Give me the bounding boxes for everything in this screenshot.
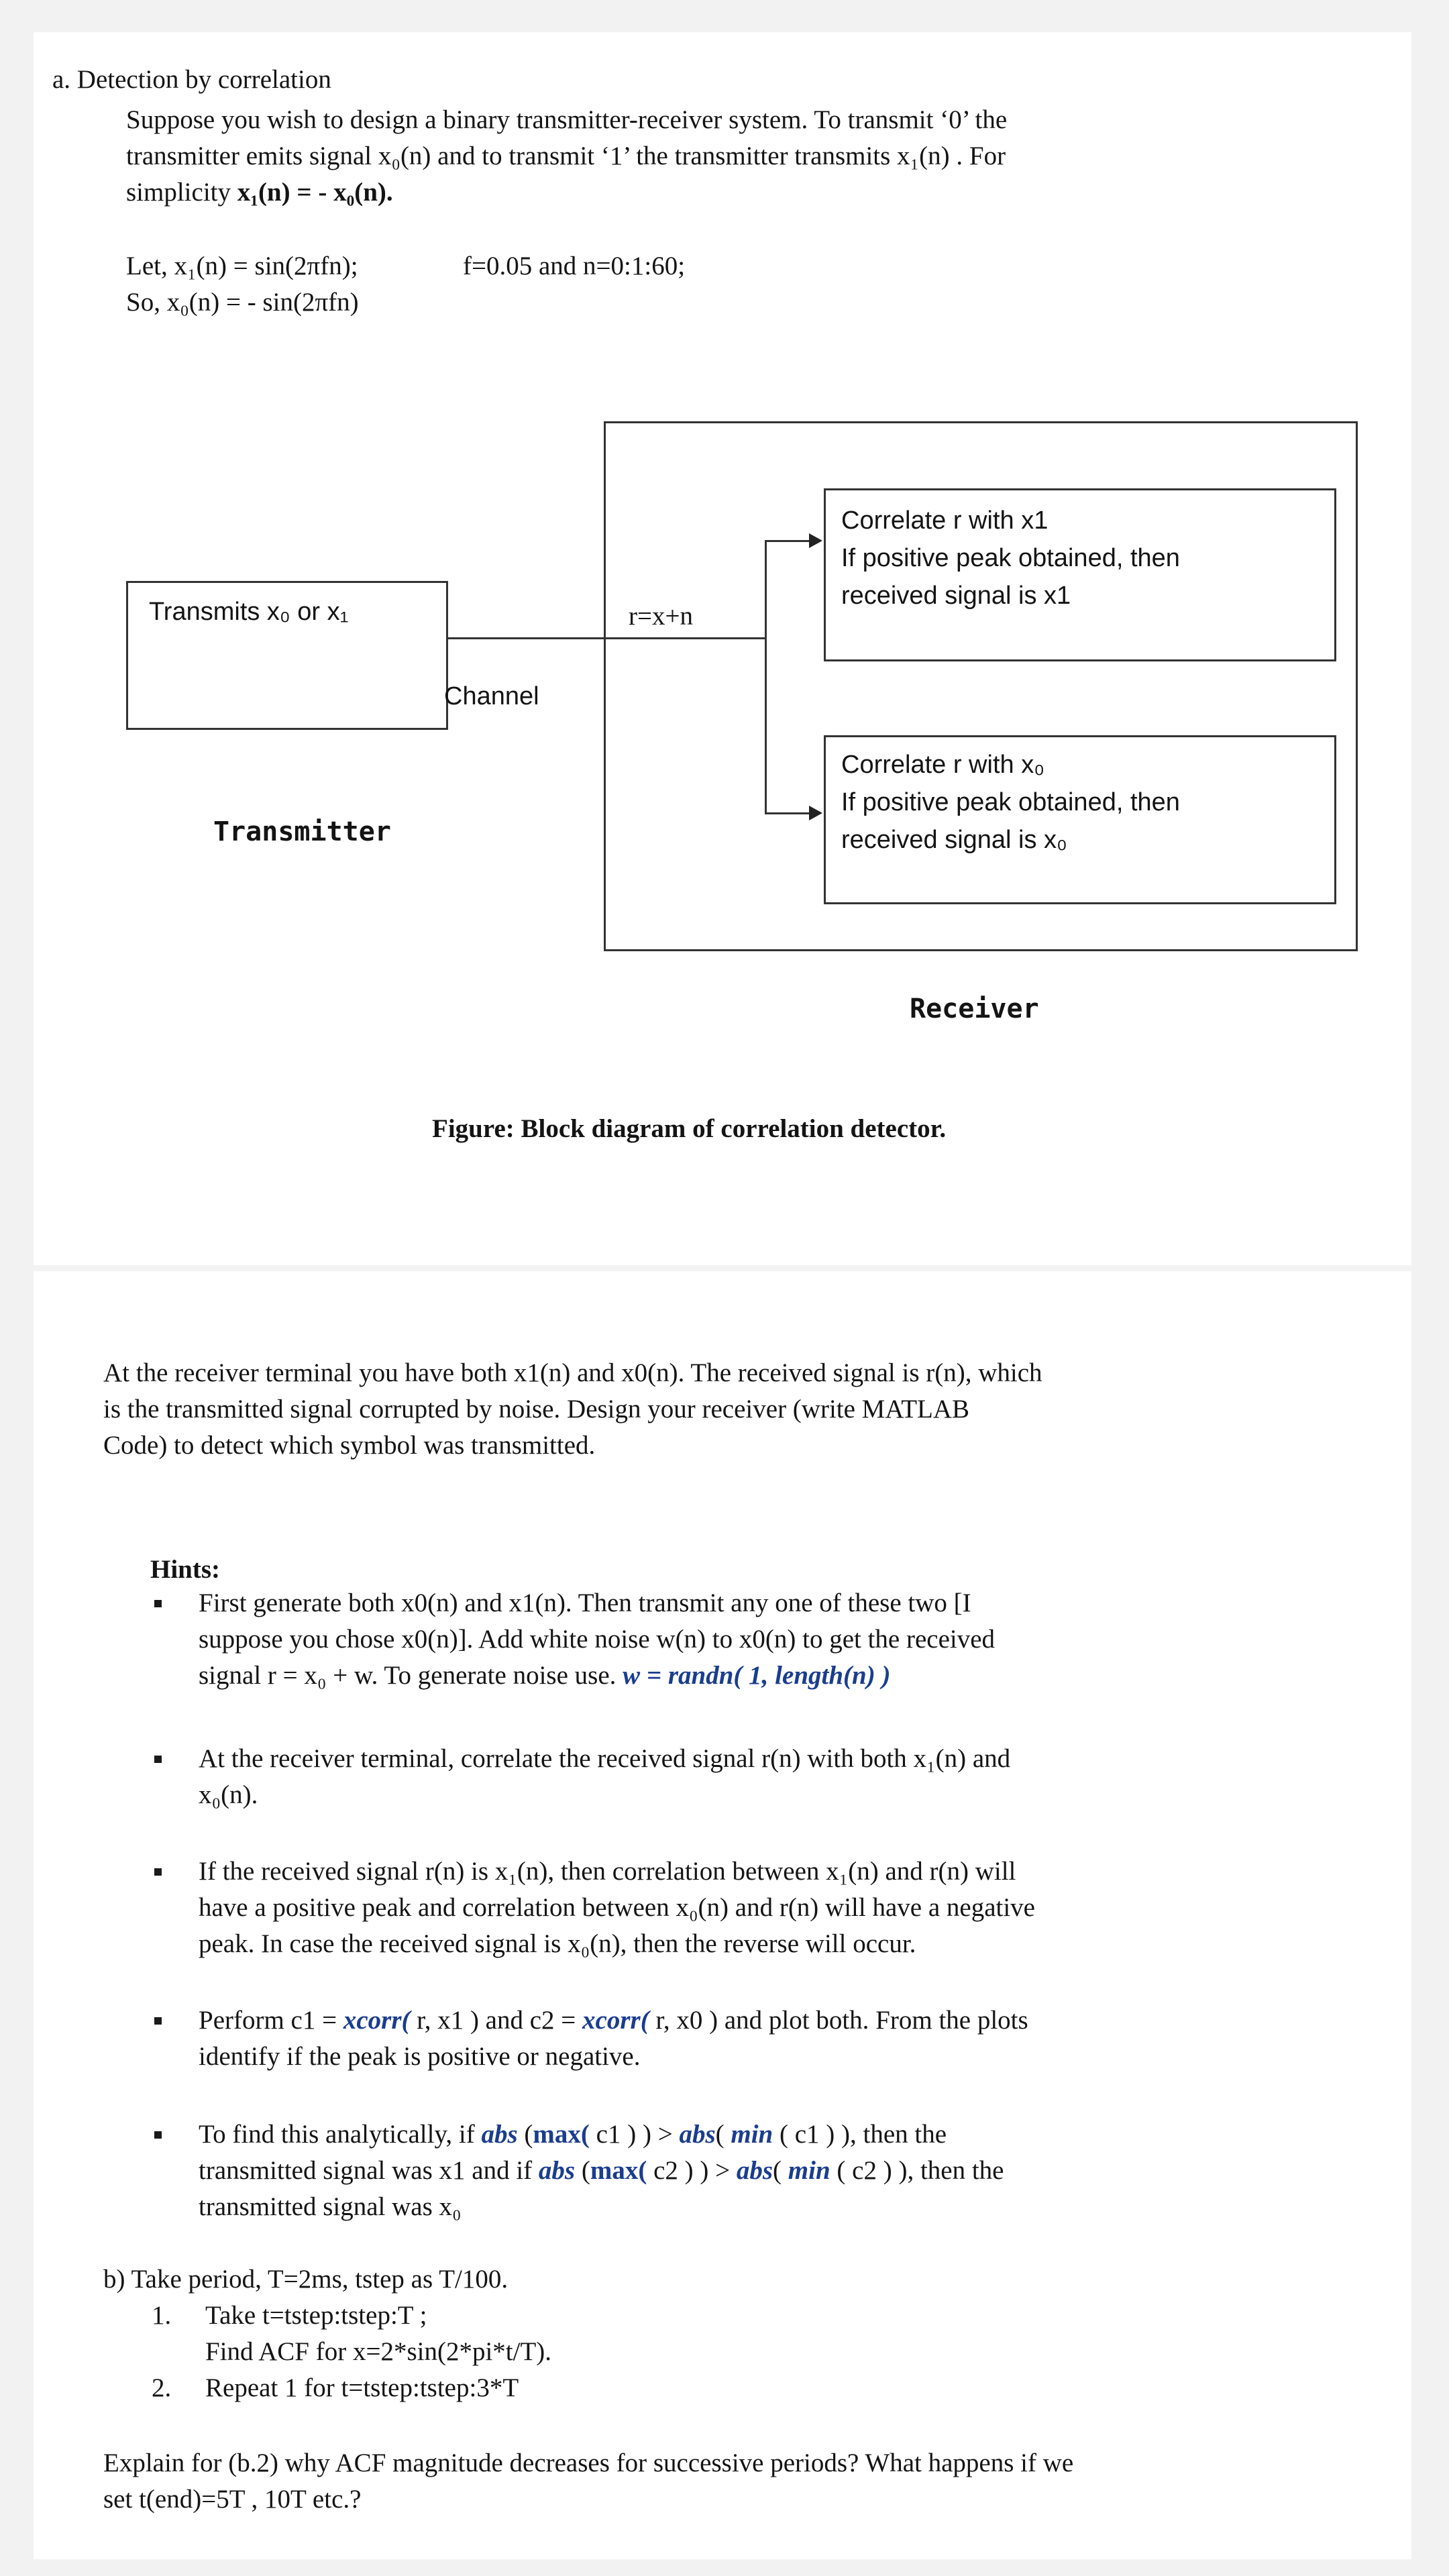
explain-line-1: Explain for (b.2) why ACF magnitude decreases for successive periods? What happens if we — [103, 2449, 1074, 2477]
bullet-icon — [154, 2131, 162, 2139]
section-a-heading: a. Detection by correlation — [52, 65, 331, 94]
figure-caption: Figure: Block diagram of correlation detector. — [432, 1114, 947, 1143]
hint-1-line-2: suppose you chose x0(n)]. Add white noise w(n) to x0(n) to get the received — [199, 1625, 996, 1654]
arrow-right-icon — [809, 806, 822, 820]
correlator-x1-line-1: Correlate r with x1 — [841, 506, 1049, 535]
hint-3-line-2: have a positive peak and correlation between x₀(n) and r(n) will have a negative — [199, 1893, 1035, 1922]
hint-2-line-2: x₀(n). — [199, 1780, 258, 1809]
bottom-panel — [34, 1271, 1411, 2559]
receiver-text-line-2: is the transmitted signal corrupted by noise. Design your receiver (write MATLAB — [103, 1395, 970, 1424]
hint-5-line-3: transmitted signal was x₀ — [199, 2192, 462, 2221]
bullet-icon — [154, 1756, 162, 1763]
item-1-number: 1. — [152, 2301, 172, 2330]
correlator-x1-line-3: received signal is x1 — [841, 582, 1071, 610]
item-1-sub: Find ACF for x=2*sin(2*pi*t/T). — [205, 2337, 552, 2366]
transmitter-box-label: Transmits x₀ or x₁ — [149, 598, 349, 626]
correlator-x0-line-2: If positive peak obtained, then — [841, 788, 1180, 816]
hint-1-line-1: First generate both x0(n) and x1(n). Then transmit any one of these two [I — [199, 1589, 971, 1617]
transmitter-caption: Transmitter — [213, 816, 391, 847]
noise-code: w = randn( 1, length(n) ) — [623, 1661, 891, 1690]
let-line-2: So, x₀(n) = - sin(2πfn) — [126, 288, 359, 317]
simplicity-relation: x₁(n) = - x₀(n). — [237, 178, 393, 207]
correlator-x1-line-2: If positive peak obtained, then — [841, 544, 1180, 572]
correlator-x0-line-3: received signal is x₀ — [841, 826, 1067, 854]
section-b-heading: b) Take period, T=2ms, tstep as T/100. — [103, 2265, 508, 2294]
signal-label: r=x+n — [629, 602, 693, 631]
branch-line — [765, 540, 767, 814]
item-1: Take t=tstep:tstep:T ; — [205, 2301, 427, 2330]
branch-to-x1 — [765, 540, 812, 542]
hint-3-line-3: peak. In case the received signal is x₀(n), then the reverse will occur. — [199, 1929, 916, 1958]
bullet-icon — [154, 2017, 162, 2025]
hint-4-line-2: identify if the peak is positive or negative. — [199, 2042, 641, 2071]
bullet-icon — [154, 1600, 162, 1607]
hint-5-line-1: To find this analytically, if abs (max( c1 ) ) > abs( min ( c1 ) ), then the — [199, 2120, 947, 2149]
let-line-1-params: f=0.05 and n=0:1:60; — [463, 252, 686, 280]
hints-title: Hints: — [150, 1555, 221, 1584]
let-line-1: Let, x₁(n) = sin(2πfn); — [126, 252, 358, 280]
intro-line-3: simplicity x₁(n) = - x₀(n). — [126, 178, 393, 207]
receiver-text-line-3: Code) to detect which symbol was transmitted. — [103, 1431, 596, 1460]
receiver-caption: Receiver — [910, 994, 1039, 1024]
intro-line-2: transmitter emits signal x₀(n) and to transmit ‘1’ the transmitter transmits x₁(n) . For — [126, 142, 1006, 170]
channel-line — [448, 637, 766, 639]
explain-line-2: set t(end)=5T , 10T etc.? — [103, 2485, 362, 2514]
hint-4-line-1: Perform c1 = xcorr( r, x1 ) and c2 = xcorr( r, x0 ) and plot both. From the plots — [199, 2006, 1028, 2035]
item-2-number: 2. — [152, 2373, 172, 2402]
hint-2-line-1: At the receiver terminal, correlate the received signal r(n) with both x₁(n) and — [199, 1744, 1011, 1773]
receiver-text-line-1: At the receiver terminal you have both x1(n) and x0(n). The received signal is r(n), which — [103, 1358, 1042, 1387]
branch-to-x0 — [765, 812, 812, 814]
correlator-x0-line-1: Correlate r with x₀ — [841, 751, 1044, 779]
item-2: Repeat 1 for t=tstep:tstep:3*T — [205, 2373, 519, 2402]
channel-label: Channel — [444, 682, 539, 710]
hint-5-line-2: transmitted signal was x1 and if abs (max( c2 ) ) > abs( min ( c2 ) ), then the — [199, 2156, 1004, 2185]
top-panel — [34, 32, 1411, 1265]
arrow-right-icon — [809, 533, 822, 548]
intro-line-1: Suppose you wish to design a binary transmitter-receiver system. To transmit ‘0’ the — [126, 105, 1008, 134]
hint-3-line-1: If the received signal r(n) is x₁(n), then correlation between x₁(n) and r(n) will — [199, 1857, 1016, 1886]
hint-1-line-3: signal r = x₀ + w. To generate noise use. w = randn( 1, length(n) ) — [199, 1661, 891, 1690]
bullet-icon — [154, 1868, 162, 1876]
